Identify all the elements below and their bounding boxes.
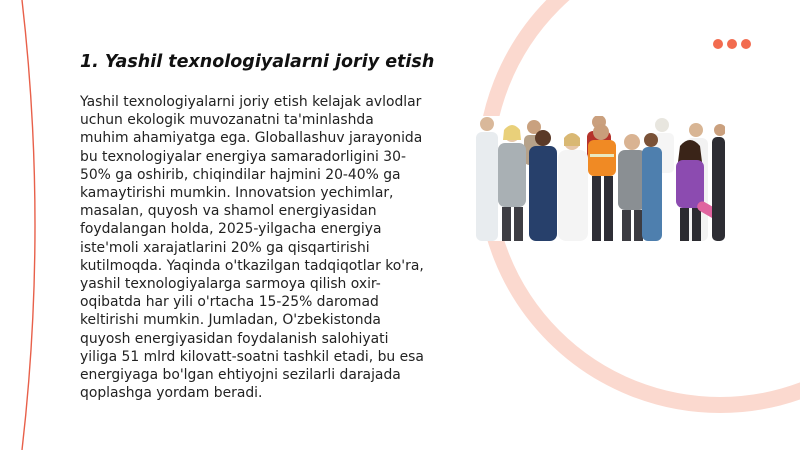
- person-front-6: [642, 133, 662, 241]
- left-edge-arc: [22, 0, 35, 450]
- slide-paragraph: Yashil texnologiyalarni joriy etish kelajak avlodlar uchun ekologik muvozanatni ta'minlashda muhim ahamiyatga ega. Globallashuv jarayonida bu texnologiyalar energiya samaradorligini 30-50% ga oshirib, chiqindilar hajmini 20-40% ga kamaytirishi mumkin. Innovatsion yechimlar, masalan, quyosh va shamol energiyasidan foydalangan holda, 2025-yilgacha energiya iste'moli xarajatlarini 20% ga qisqartirishi kutilmoqda. Yaqinda o'tkazilgan tadqiqotlar ko'ra, yashil texnologiyalarga sarmoya qilish oxir-oqibatda har yili o'rtacha 15-25% daromad keltirishi mumkin. Jumladan, O'zbekistonda quyosh energiyasidan foydalanish salohiyati yiliga 51 mlrd kilovatt-soatni tashkil etadi, bu esa energiyaga bo'lgan ehtiyojni sezilarli darajada qoplashga yordam beradi.: [80, 94, 424, 402]
- person-back-1: [476, 117, 498, 241]
- three-dots-icon: [713, 39, 751, 49]
- dot: [741, 39, 751, 49]
- person-front-2: [529, 130, 557, 241]
- dot: [727, 39, 737, 49]
- slide-title: 1. Yashil texnologiyalarni joriy etish: [80, 52, 435, 72]
- dot: [713, 39, 723, 49]
- workers-photo: [474, 116, 725, 241]
- person-front-8: [712, 124, 725, 241]
- group-of-workers-image: [474, 116, 725, 241]
